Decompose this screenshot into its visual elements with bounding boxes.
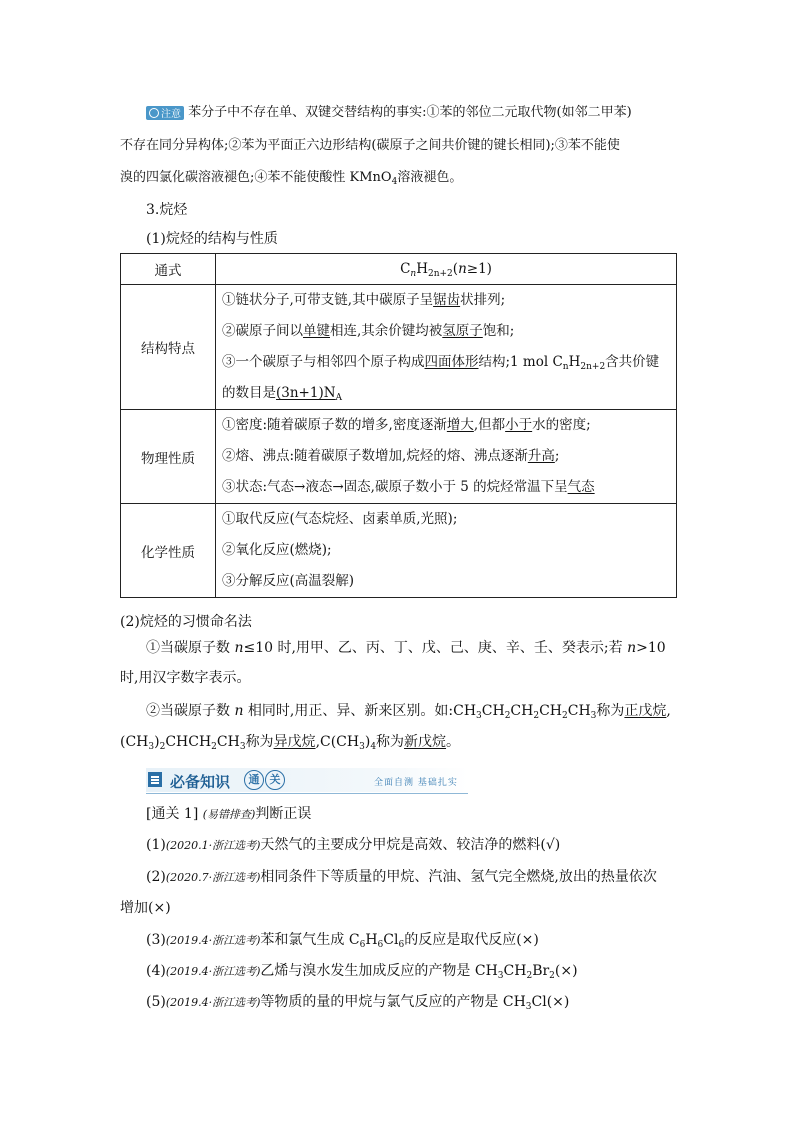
chemical-label: 化学性质 [121,504,216,598]
physical-label: 物理性质 [121,410,216,504]
header-label: 通式 [121,254,216,285]
naming-p1-line2: 时,用汉字数字表示。 [120,670,251,686]
banner-char-2: 关 [265,770,285,790]
structure-content: ①链状分子,可带支链,其中碳原子呈锯齿状排列; ②碳原子间以单键相连,其余价键均被氢原子饱和; ③一个碳原子与相邻四个原子构成四面体形结构;1 mol $C_nH_{2n+2}$含共价键 的数目是$(3n+1)N_A$ [216,285,677,410]
banner-title: 必备知识 [170,773,231,791]
table-row [121,254,677,285]
quiz-item-continued: 增加(×) [120,900,171,916]
banner-char-1: 通 [244,770,264,790]
section-subtitle: (1)烷烃的结构与性质 [146,231,278,247]
bell-icon [149,108,159,118]
quiz-item: (1)(2020.1·浙江选考)天然气的主要成分甲烷是高效、较洁净的燃料(√) [146,837,561,853]
quiz-item: (2)(2020.7·浙江选考)相同条件下等质量的甲烷、汽油、氢气完全燃烧,放出的热量依次 [146,869,657,885]
note-line-1: 注意 苯分子中不存在单、双键交替结构的事实:①苯的邻位二元取代物(如邻二甲苯) [146,101,632,120]
note-line-3: 溴的四氯化碳溶液褪色;④苯不能使酸性 KMnO$_4$溶液褪色。 [120,170,463,187]
list-icon [148,772,162,787]
table-row [121,410,677,504]
note-badge: 注意 [146,106,184,120]
quiz-item: (3)(2019.4·浙江选考)苯和氯气生成 $C_6H_6Cl_6$的反应是取代反应(×) [146,932,539,950]
physical-content: ①密度:随着碳原子数的增多,密度逐渐增大,但都小于水的密度; ②熔、沸点:随着碳原子数增加,烷烃的熔、沸点逐渐升高; ③状态:气态→液态→固态,碳原子数小于 5 的烷烃常温下呈气态 [216,410,677,504]
naming-p2: ②当碳原子数 n 相同时,用正、异、新来区别。如$:CH_3CH_2CH_2CH_2CH_3$称为正戊烷, [146,703,671,721]
banner-tagline: 全面自测 基础扎实 [374,778,458,788]
naming-p3: $(CH_3)_2CHCH_2CH_3$称为异戊烷$,C(CH_3)_4$称为新戊烷。 [120,734,461,752]
table-row [121,504,677,598]
section-banner [146,768,468,794]
naming-title: (2)烷烃的习惯命名法 [120,614,252,630]
note-line-2: 不存在同分异构体;②苯为平面正六边形结构(碳原子之间共价键的键长相同);③苯不能使 [120,138,620,153]
quiz-item: (4)(2019.4·浙江选考)乙烯与溴水发生加成反应的产物是 $CH_3CH_2Br_2(\times)$ [146,963,578,981]
alkane-properties-table [120,253,677,598]
quiz-item: (5)(2019.4·浙江选考)等物质的量的甲烷与氯气反应的产物是 $CH_3Cl(\times)$ [146,994,570,1012]
naming-p1: ①当碳原子数 n≤10 时,用甲、乙、丙、丁、戊、己、庚、辛、壬、癸表示;若 n>10 [146,640,666,656]
structure-label: 结构特点 [121,285,216,410]
quiz-heading: [通关 1] (易错排查)判断正误 [146,806,312,822]
section-title: 3.烷烃 [146,202,188,218]
table-row [121,285,677,410]
chemical-content: ①取代反应(气态烷烃、卤素单质,光照); ②氧化反应(燃烧); ③分解反应(高温裂解) [216,504,677,598]
general-formula: $C_nH_{2n+2}(n\ge 1)$ [216,254,677,285]
